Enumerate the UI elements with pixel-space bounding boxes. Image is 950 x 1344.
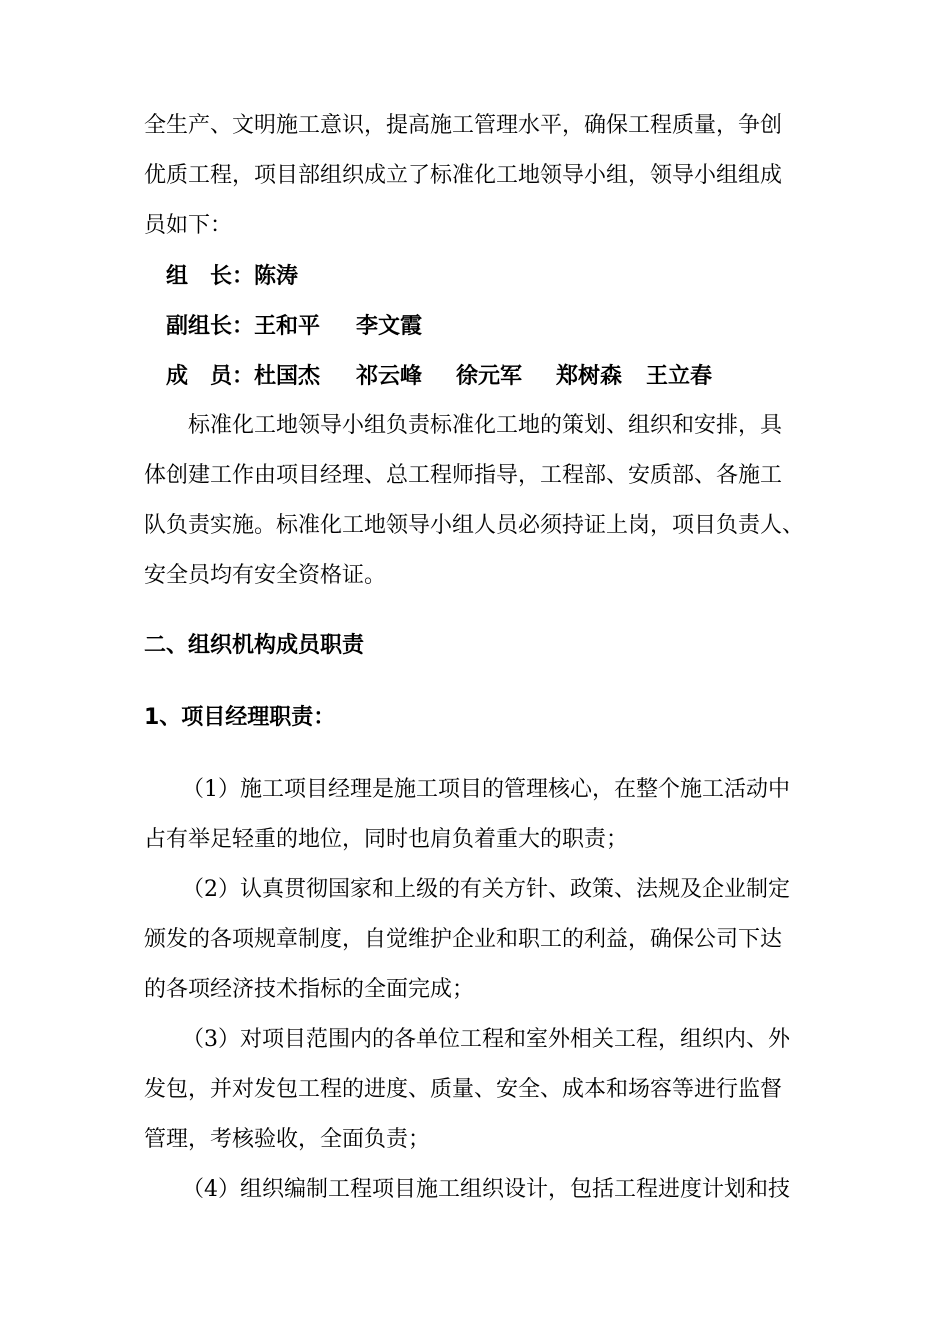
member-name: 徐元军 [456,363,523,389]
item-line: （1）施工项目经理是施工项目的管理核心，在整个施工活动中 [182,777,790,802]
responsibility-line: 标准化工地领导小组负责标准化工地的策划、组织和安排，具 [188,413,783,438]
subsection-heading: 1、项目经理职责： [144,705,336,730]
item-line: 管理，考核验收，全面负责； [144,1127,431,1152]
section-heading: 二、组织机构成员职责 [144,633,365,658]
leader-row [0,256,950,296]
member-name: 祁云峰 [356,363,423,389]
responsibility-line: 队负责实施。标准化工地领导小组人员必须持证上岗，项目负责人、 [144,513,805,538]
item-line: 的各项经济技术指标的全面完成； [144,977,475,1002]
deputy-row [0,306,950,346]
member-name: 杜国杰 [254,363,321,389]
intro-line: 优质工程，项目部组织成立了标准化工地领导小组，领导小组组成 [144,163,783,188]
deputy-name: 王和平 [254,313,321,339]
member-name: 郑树森 [556,363,623,389]
item-line: （4）组织编制工程项目施工组织设计，包括工程进度计划和技 [182,1177,790,1202]
responsibility-line: 体创建工作由项目经理、总工程师指导，工程部、安质部、各施工 [144,463,783,488]
item-line: 颁发的各项规章制度，自觉维护企业和职工的利益，确保公司下达 [144,927,783,952]
members-label: 成 员： [166,363,255,389]
member-name: 王立春 [646,363,713,389]
item-line: 占有举足轻重的地位，同时也肩负着重大的职责； [144,827,629,852]
members-row [0,356,950,396]
deputy-label: 副组长： [166,313,255,339]
responsibility-line: 安全员均有安全资格证。 [144,563,387,588]
item-line: （3）对项目范围内的各单位工程和室外相关工程，组织内、外 [182,1027,790,1052]
intro-line: 员如下： [144,213,233,238]
leader-label: 组 长： [166,263,255,289]
leader-name: 陈涛 [254,263,299,289]
item-line: 发包，并对发包工程的进度、质量、安全、成本和场容等进行监督 [144,1077,783,1102]
deputy-name: 李文霞 [356,313,423,339]
intro-line: 全生产、文明施工意识，提高施工管理水平，确保工程质量，争创 [144,113,783,138]
item-line: （2）认真贯彻国家和上级的有关方针、政策、法规及企业制定 [182,877,790,902]
